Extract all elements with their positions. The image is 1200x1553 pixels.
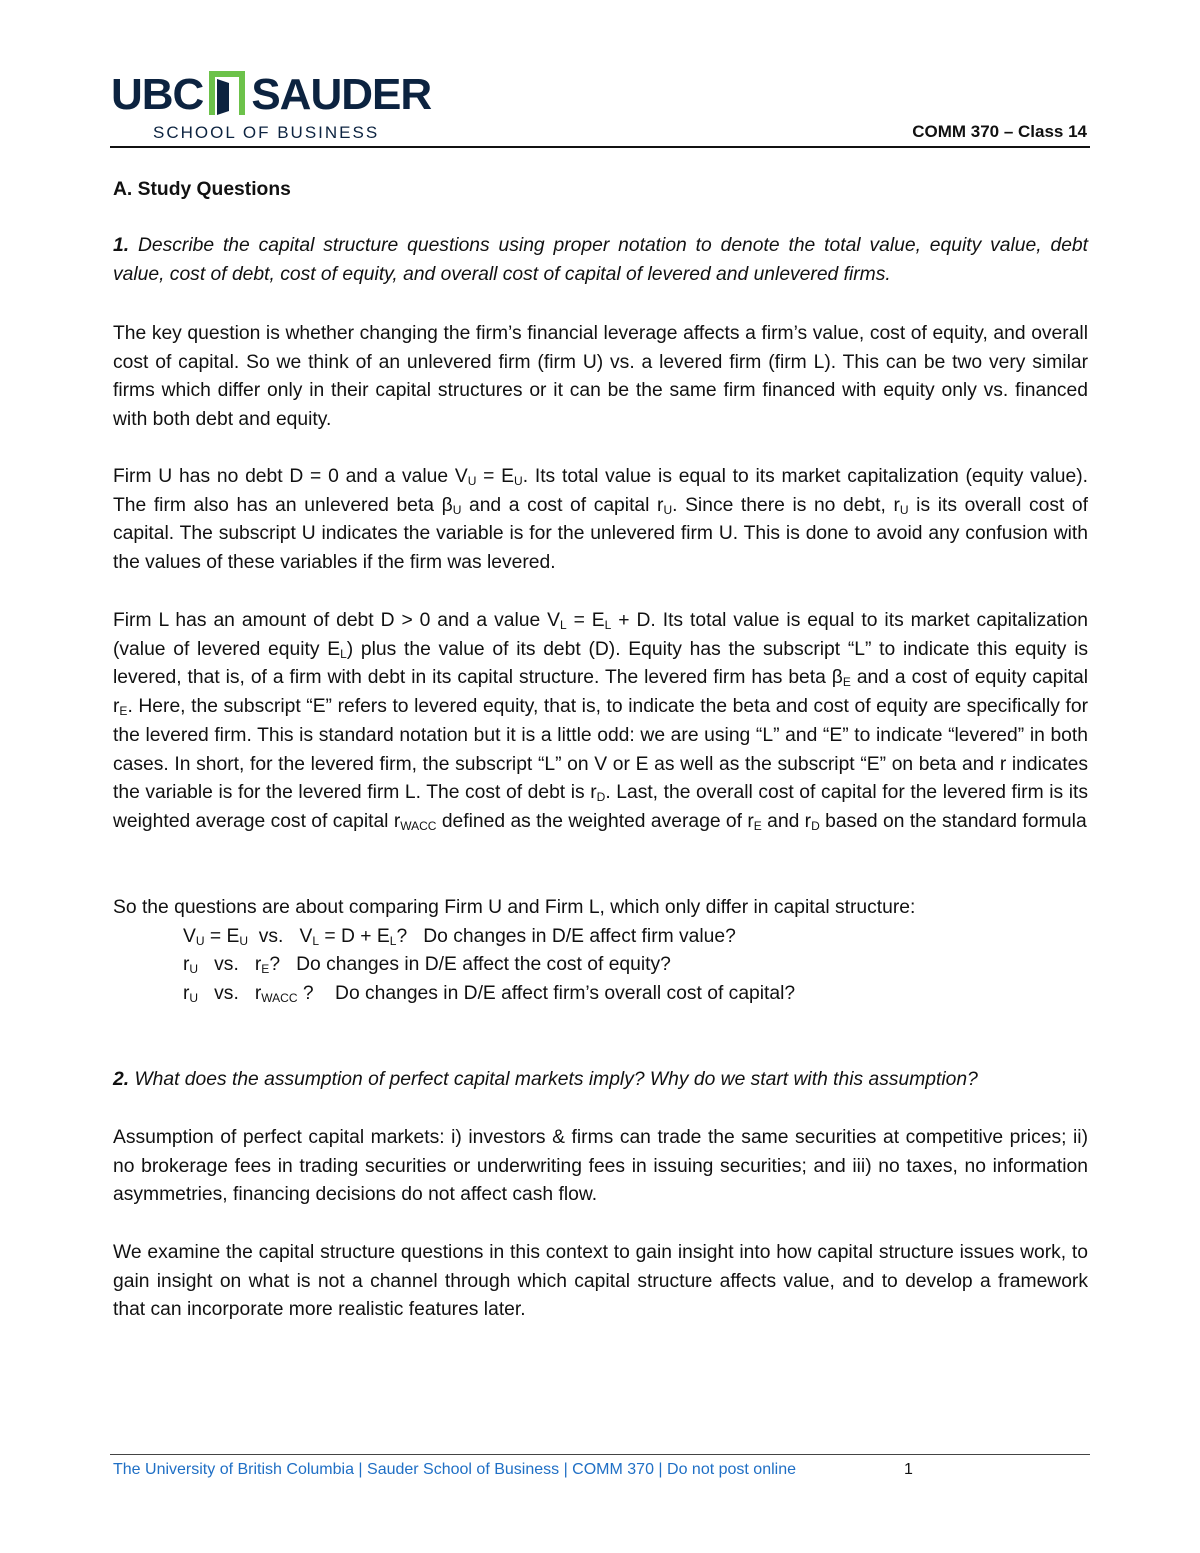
text-run: . Since there is no debt, r <box>672 494 900 516</box>
question-number: 1. <box>113 235 130 256</box>
subscript: L <box>604 618 612 632</box>
text-run: . Its total value is equal to its market capitalization (equity value). The firm also has an unlevered beta β <box>113 466 1088 516</box>
paragraph <box>113 1124 1088 1210</box>
text-run: = E <box>566 610 605 631</box>
text-run: ) plus the value of its debt (D). Equity has the subscript “L” to indicate this equity is levered, that is, of a firm with debt in its capital structure. The levered firm has beta β <box>113 638 1089 689</box>
subscript: U <box>452 502 462 517</box>
subscript: U <box>195 934 205 948</box>
text-run: and r <box>761 810 812 832</box>
ubc-sauder-logo <box>111 68 441 148</box>
subscript: U <box>239 934 249 948</box>
text-run: r <box>183 954 190 975</box>
paragraph <box>113 320 1088 435</box>
paragraph <box>113 607 1088 837</box>
text-run: ? Do changes in D/E affect firm value? <box>396 926 736 947</box>
text-run: = D + E <box>319 926 390 947</box>
subscript: L <box>340 646 347 661</box>
paragraph <box>113 463 1088 578</box>
text-run: ? Do changes in D/E affect the cost of equity? <box>269 954 671 975</box>
subscript: E <box>119 704 128 719</box>
text-run: What does the assumption of perfect capital markets imply? Why do we start with this assumption? <box>129 1069 978 1090</box>
text-run: vs. r <box>198 954 262 975</box>
subscript: WACC <box>400 818 437 833</box>
text-run: and a cost of capital r <box>461 494 664 516</box>
study-question <box>113 232 1088 289</box>
footer-divider <box>110 1454 1090 1455</box>
subscript: E <box>842 675 851 690</box>
course-label: COMM 370 – Class 14 <box>912 122 1087 141</box>
text-run: defined as the weighted average of r <box>436 810 754 832</box>
logo-wordmark: UBC SAUDER <box>111 70 432 119</box>
comparison-line <box>113 951 1158 980</box>
subscript: U <box>663 502 673 517</box>
subscript: D <box>596 790 606 805</box>
text-run: . Here, the subscript “E” refers to levered equity, that is, to indicate the beta and cost of equity are specifically for the levered firm. This is standard notation but it is a little odd: we are using “L” and “E” to indicate “levered” in both cases. In short, for the levered firm, the subscript “L” on V or E as well as the subscript “E” on beta and r indicates the variable is for the levered firm L. The cost of debt is r <box>113 696 1088 804</box>
subscript: U <box>514 474 523 488</box>
subscript: U <box>189 991 199 1005</box>
text-run: vs. r <box>198 983 262 1004</box>
subscript: D <box>811 818 820 833</box>
text-run: is its overall cost of capital. The subscript U indicates the variable is for the unlevered firm U. This is done to avoid any confusion with the values of these variables if the firm was levered. <box>113 494 1088 574</box>
study-question <box>113 1066 1088 1095</box>
text-run: V <box>183 926 196 947</box>
text-run: + D. Its total value is equal to its market capitalization (value of levered equity E <box>113 610 1088 660</box>
text-run: Describe the capital structure questions using proper notation to denote the total value, equity value, debt value, cost of debt, cost of equity, and overall cost of capital of levered and unlevered firms. <box>113 235 1088 285</box>
text-run: Firm U has no debt D = 0 and a value V <box>113 466 468 487</box>
header-divider <box>110 146 1090 148</box>
subscript: U <box>189 962 199 976</box>
text-run: = E <box>204 926 240 947</box>
comparison-line <box>113 923 1158 952</box>
paragraph <box>113 894 1088 923</box>
subscript: L <box>389 934 397 948</box>
subscript: E <box>753 818 762 833</box>
section-title: A. Study Questions <box>113 179 291 200</box>
logo-subtitle: SCHOOL OF BUSINESS <box>153 123 380 142</box>
text-run: So the questions are about comparing Firm U and Firm L, which only differ in capital structure: <box>113 897 916 918</box>
subscript: E <box>261 962 270 976</box>
paragraph <box>113 1239 1088 1325</box>
text-run: ? Do changes in D/E affect firm’s overall cost of capital? <box>297 983 796 1004</box>
subscript: U <box>899 502 909 517</box>
text-run: based on the standard formula <box>819 810 1087 832</box>
subscript: L <box>312 934 320 948</box>
subscript: WACC <box>261 991 298 1005</box>
text-run: Assumption of perfect capital markets: i) investors & firms can trade the same securities at competitive prices; ii) no brokerage fees in trading securities or underwriting fees in issuing securities; and iii) no taxes, no information asymmetries, financing decisions do not affect cash flow. <box>113 1127 1088 1206</box>
question-number: 2. <box>113 1069 130 1090</box>
text-run: We examine the capital structure questions in this context to gain insight into how capital structure issues work, to gain insight on what is not a channel through which capital structure affects value, and to develop a framework that can incorporate more realistic features later. <box>113 1242 1088 1321</box>
comparison-line <box>113 980 1158 1009</box>
text-run: r <box>183 983 190 1004</box>
text-run: = E <box>476 466 515 487</box>
text-run: and a cost of equity capital r <box>113 667 1088 718</box>
subscript: U <box>467 474 477 488</box>
footer-text: The University of British Columbia | Sauder School of Business | COMM 370 | Do not post online <box>113 1461 796 1478</box>
text-run: . Last, the overall cost of capital for the levered firm is its weighted average cost of capital r <box>113 782 1088 832</box>
subscript: L <box>559 618 567 632</box>
text-run: The key question is whether changing the firm’s financial leverage affects a firm’s value, cost of equity, and overall cost of capital. So we think of an unlevered firm (firm U) vs. a levered firm (firm L). This can be two very similar firms which differ only in their capital structures or it can be the same firm financed with equity only vs. financed with both debt and equity. <box>113 323 1088 431</box>
text-run: Firm L has an amount of debt D > 0 and a value V <box>113 610 560 631</box>
text-run: vs. V <box>248 926 313 947</box>
page-number: 1 <box>904 1461 913 1478</box>
gate-icon <box>209 71 245 115</box>
